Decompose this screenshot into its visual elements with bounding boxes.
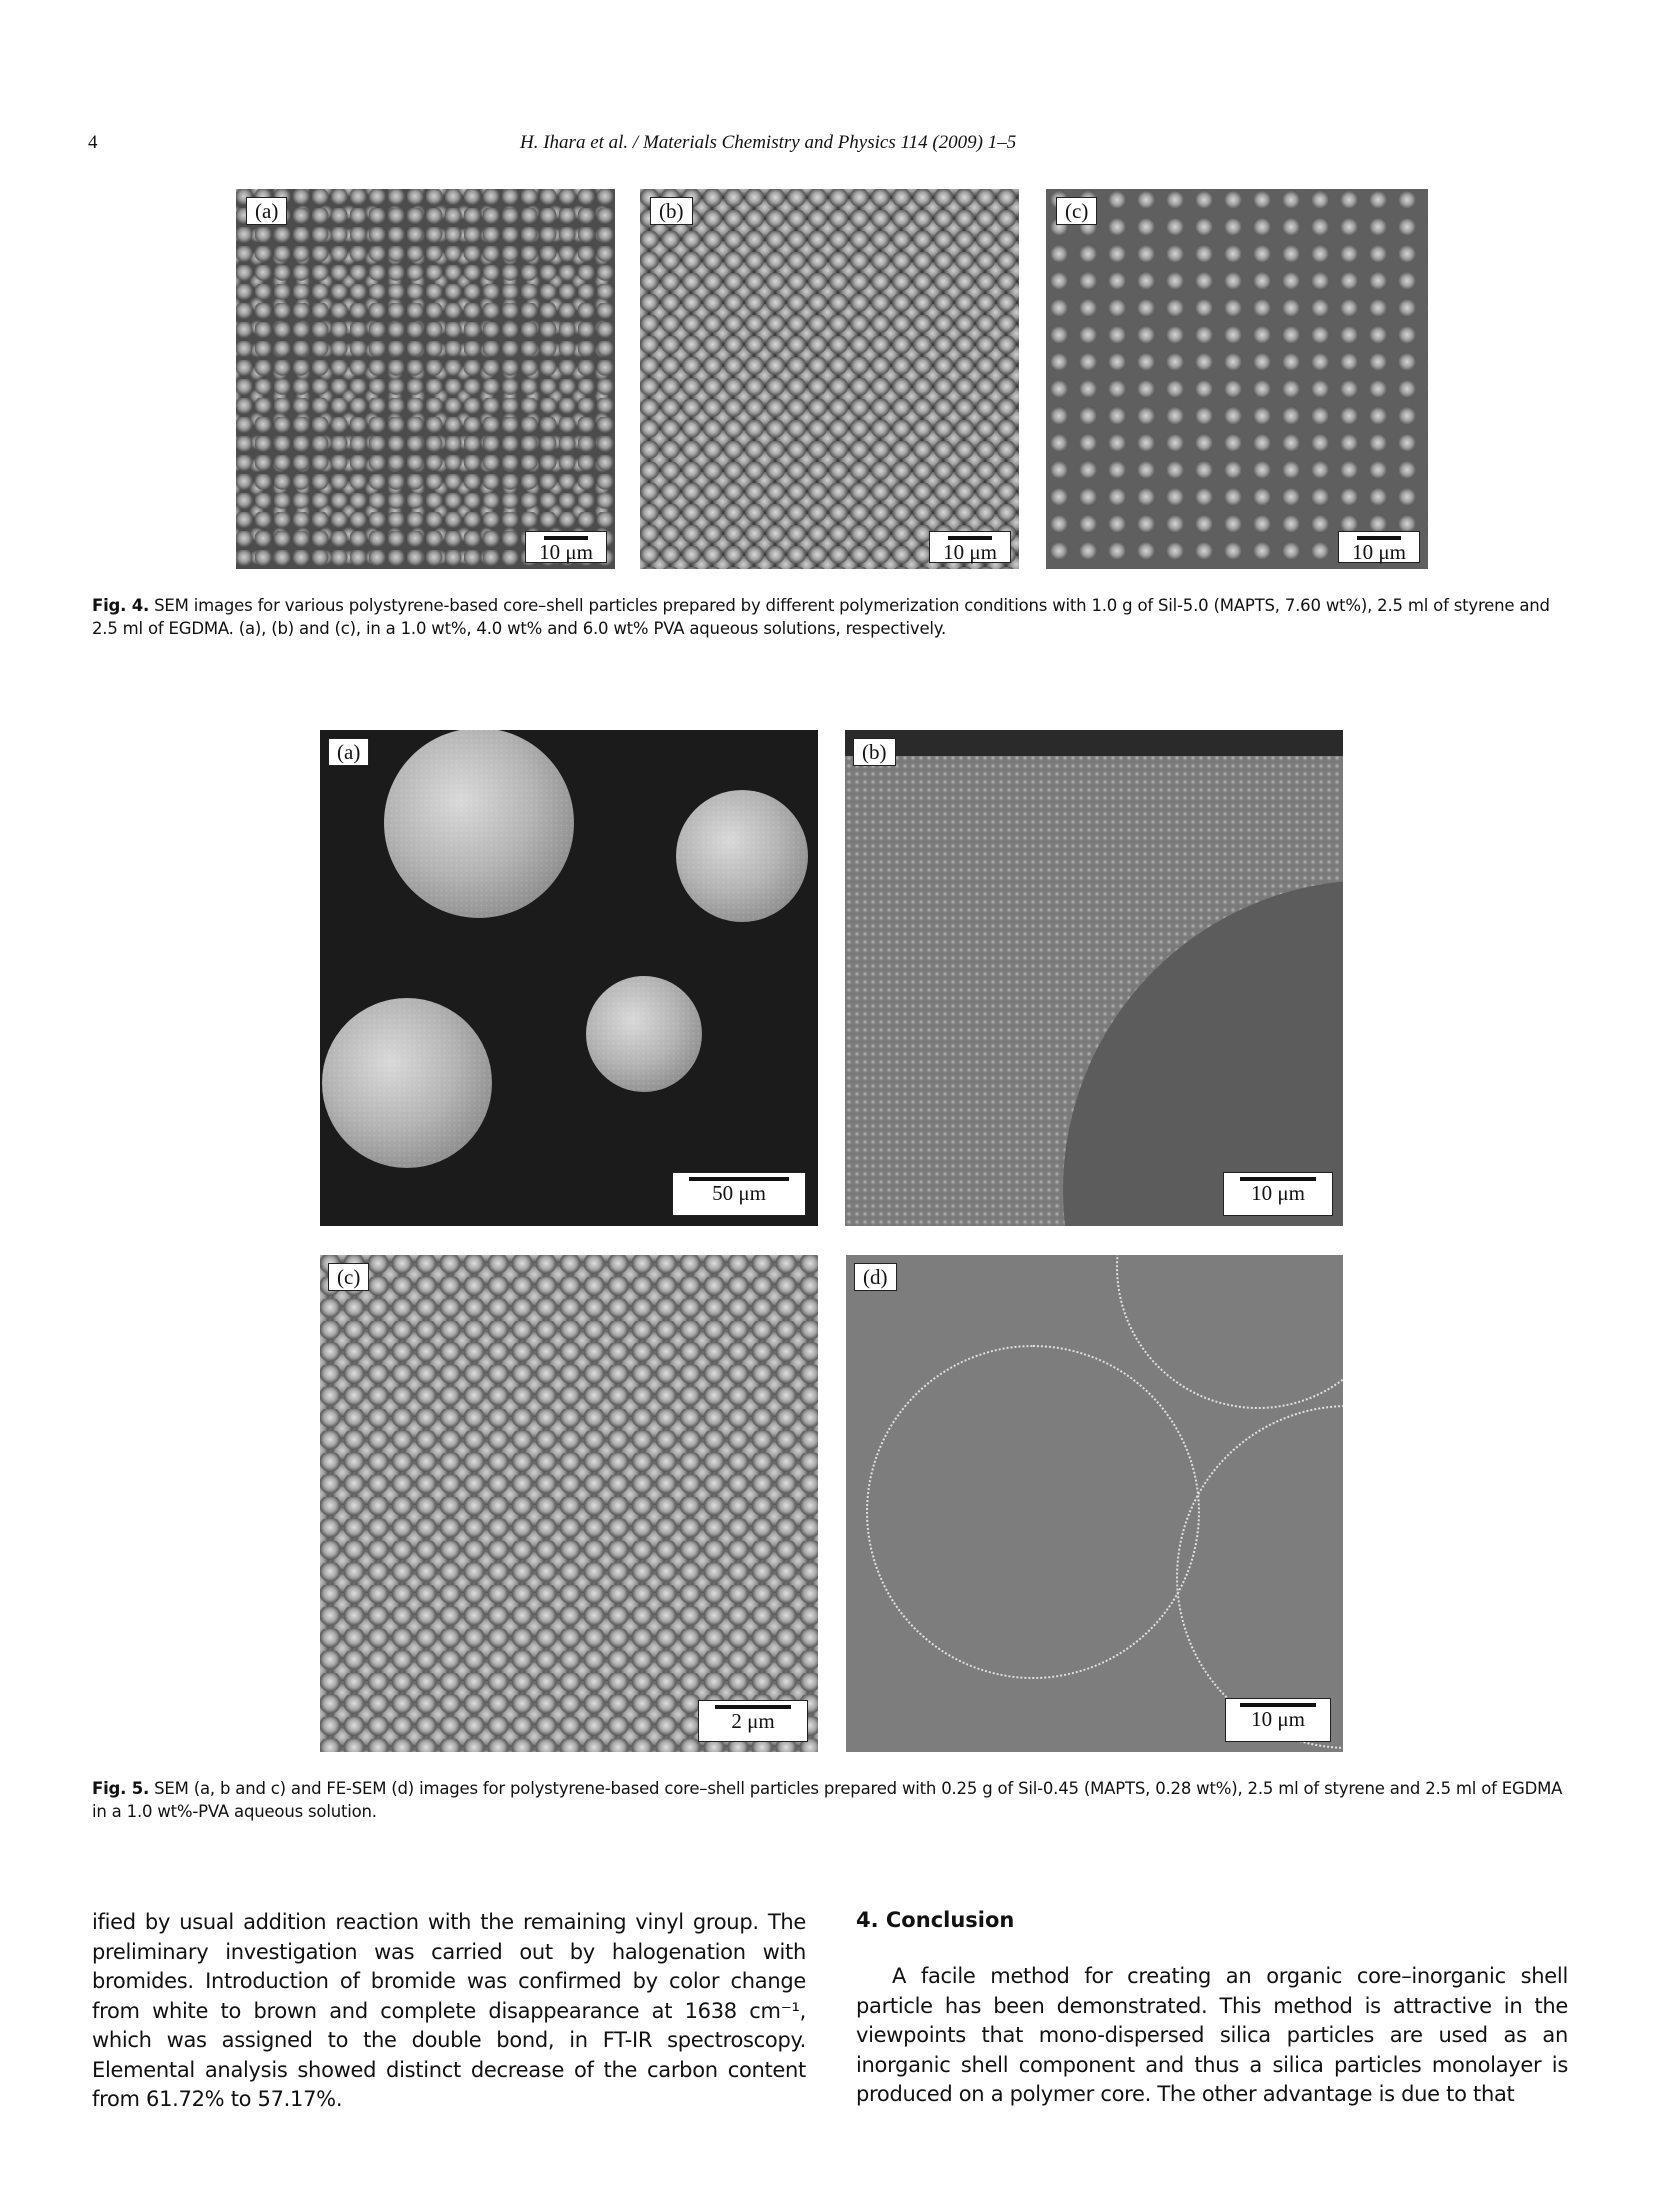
microsphere	[586, 976, 702, 1092]
scale-bar-text: 10 μm	[1352, 540, 1406, 564]
fig5-panel-d-label: (d)	[854, 1263, 897, 1291]
scale-bar-text: 10 μm	[539, 540, 593, 564]
fig4-panel-a-scalebar	[525, 531, 607, 563]
body-paragraph: ified by usual addition reaction with the remaining vinyl group. The preliminary investigation was carried out by halogenation with bromides. Introduction of bromide was confirmed by color change from white to brown and complete disappearance at 1638 cm⁻¹, which was assigned to the double bond, in FT-IR spectroscopy. Elemental analysis showed distinct decrease of the carbon content from 61.72% to 57.17%.	[92, 1910, 806, 2111]
fig4-panel-b-image	[640, 189, 1019, 569]
fig5-panel-a-label: (a)	[328, 738, 369, 766]
fig4-panel-a-image	[236, 189, 615, 569]
fig5-panel-b-image	[845, 730, 1343, 1226]
particle-outline	[1116, 1255, 1343, 1409]
fig4-panel-c-image	[1046, 189, 1428, 569]
scale-bar-text: 10 μm	[1251, 1181, 1305, 1205]
fig5-panel-d-scalebar	[1225, 1698, 1331, 1742]
fig4-panel-b-label: (b)	[650, 197, 693, 225]
microsphere	[384, 730, 574, 918]
fig4-panel-a-label: (a)	[246, 197, 287, 225]
running-title: H. Ihara et al. / Materials Chemistry and Physics 114 (2009) 1–5	[520, 132, 1017, 153]
fig5-panel-b-label: (b)	[853, 738, 896, 766]
section-heading: 4. Conclusion	[856, 1908, 1015, 1932]
right-column	[856, 1962, 1568, 2110]
fig4-panel-b-scalebar	[929, 531, 1011, 563]
fig5-panel-a-scalebar	[672, 1172, 806, 1216]
fig5-caption-text: SEM (a, b and c) and FE-SEM (d) images for polystyrene-based core–shell particles prepared with 0.25 g of Sil-0.45 (MAPTS, 0.28 wt%), 2.5 ml of styrene and 2.5 ml of EGDMA in a 1.0 wt%-PVA aqueous solution.	[92, 1779, 1563, 1821]
fig5-panel-d-image	[846, 1255, 1343, 1752]
fig5-panel-c-label: (c)	[328, 1263, 369, 1291]
microsphere	[676, 790, 808, 922]
fig5-panel-b-scalebar	[1223, 1172, 1333, 1216]
fig5-panel-a-image	[320, 730, 818, 1226]
fig4-panel-c-label: (c)	[1056, 197, 1097, 225]
fig4-caption-text: SEM images for various polystyrene-based core–shell particles prepared by different polymerization conditions with 1.0 g of Sil-5.0 (MAPTS, 7.60 wt%), 2.5 ml of styrene and 2.5 ml of EGDMA. (a), (b) and (c), in a 1.0 wt%, 4.0 wt% and 6.0 wt% PVA aqueous solutions, respectively.	[92, 596, 1550, 638]
fig5-caption-label: Fig. 5.	[92, 1779, 150, 1798]
scale-bar-text: 10 μm	[1251, 1707, 1305, 1731]
fig5-panel-c-image	[320, 1255, 818, 1752]
microsphere	[322, 998, 492, 1168]
top-edge	[845, 730, 1343, 756]
page-number: 4	[88, 132, 98, 153]
fig5-panel-c-scalebar	[698, 1700, 808, 1742]
particle-outline	[866, 1345, 1200, 1679]
left-column	[92, 1908, 806, 2115]
scale-bar-text: 50 μm	[712, 1181, 766, 1205]
scale-bar-text: 2 μm	[731, 1709, 775, 1733]
scale-bar-text: 10 μm	[943, 540, 997, 564]
body-paragraph: A facile method for creating an organic core–inorganic shell particle has been demonstrated. This method is attractive in the viewpoints that mono-dispersed silica particles are used as an inorganic shell component and thus a silica particles monolayer is produced on a polymer core. The other advantage is due to that	[856, 1964, 1568, 2106]
fig4-caption	[92, 594, 1572, 640]
fig4-caption-label: Fig. 4.	[92, 596, 150, 615]
fig5-caption	[92, 1777, 1572, 1823]
fig4-panel-c-scalebar	[1338, 531, 1420, 563]
